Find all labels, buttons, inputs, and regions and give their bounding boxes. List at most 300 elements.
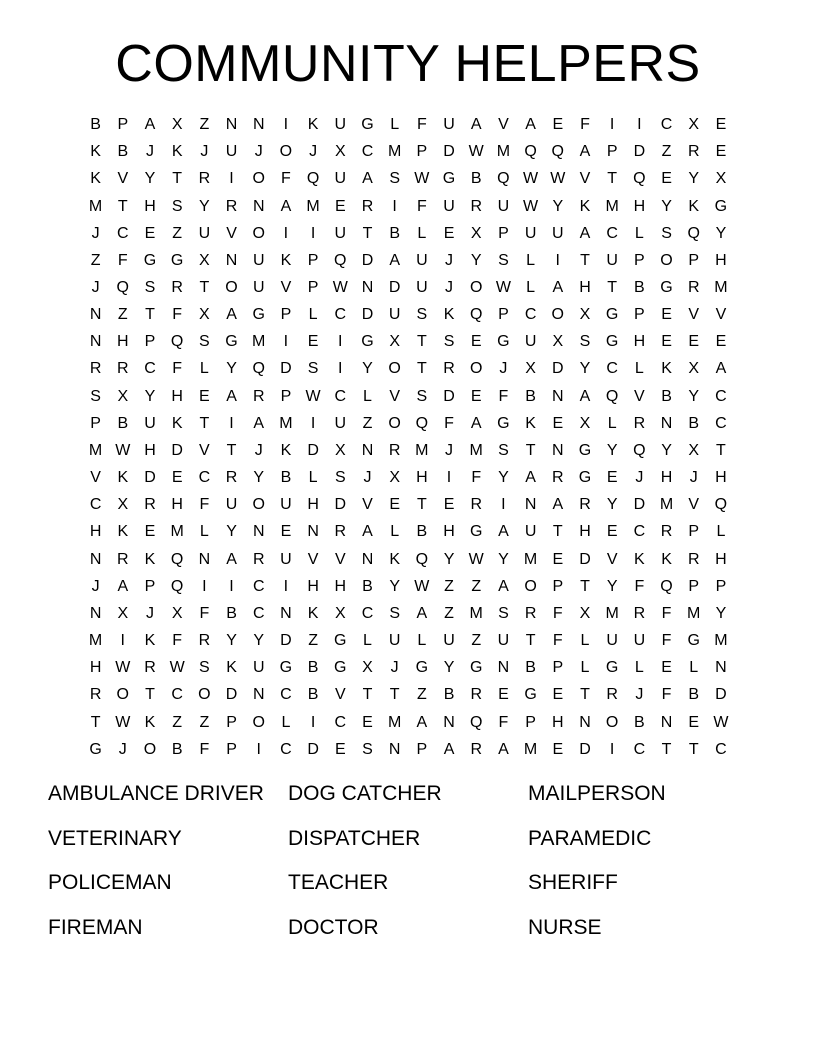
- grid-letter: O: [116, 686, 129, 704]
- grid-letter: N: [443, 713, 455, 731]
- grid-letter: J: [91, 279, 100, 297]
- grid-letter: B: [416, 523, 428, 541]
- grid-letter: D: [361, 306, 374, 324]
- grid-letter: B: [226, 604, 237, 622]
- grid-letter: J: [254, 441, 263, 459]
- grid-letter: C: [524, 306, 537, 324]
- grid-letter: W: [115, 659, 131, 677]
- grid-letter: E: [688, 713, 700, 731]
- grid-letter: V: [334, 550, 346, 568]
- grid-letter: U: [497, 632, 510, 650]
- grid-letter: R: [660, 523, 673, 541]
- grid-letter: Y: [443, 659, 455, 677]
- grid-letter: X: [334, 604, 346, 622]
- grid-letter: B: [470, 170, 482, 188]
- grid-letter: P: [634, 251, 645, 269]
- grid-letter: N: [252, 523, 265, 541]
- grid-letter: X: [171, 116, 183, 134]
- grid-letter: Y: [362, 360, 373, 378]
- grid-letter: Z: [172, 224, 183, 242]
- grid-letter: Y: [226, 632, 237, 650]
- grid-letter: T: [145, 306, 155, 324]
- grid-letter: S: [307, 360, 319, 378]
- grid-letter: D: [579, 550, 591, 568]
- grid-letter: J: [145, 604, 154, 622]
- grid-letter: S: [389, 170, 400, 188]
- grid-letter: K: [389, 550, 400, 568]
- grid-letter: S: [498, 604, 509, 622]
- grid-letter: J: [91, 224, 100, 242]
- grid-letter: R: [687, 550, 700, 568]
- grid-letter: R: [579, 496, 591, 514]
- grid-letter: O: [551, 306, 564, 324]
- grid-letter: V: [634, 387, 645, 405]
- grid-letter: M: [714, 279, 728, 297]
- grid-letter: Z: [416, 686, 427, 704]
- grid-letter: R: [334, 523, 347, 541]
- grid-letter: V: [362, 496, 373, 514]
- grid-letter: P: [226, 713, 237, 731]
- grid-letter: T: [607, 279, 618, 297]
- grid-letter: A: [470, 116, 482, 134]
- grid-letter: F: [199, 740, 210, 758]
- grid-letter: R: [225, 469, 238, 487]
- grid-letter: U: [416, 251, 428, 269]
- grid-row: [82, 654, 735, 681]
- word-bank-item: POLICEMAN: [48, 871, 172, 894]
- grid-letter: R: [89, 360, 102, 378]
- grid-letter: N: [252, 116, 265, 134]
- grid-letter: D: [361, 251, 374, 269]
- grid-letter: H: [171, 496, 183, 514]
- grid-letter: E: [715, 333, 727, 351]
- grid-letter: X: [199, 306, 210, 324]
- grid-letter: R: [470, 197, 482, 215]
- grid-letter: R: [388, 441, 401, 459]
- grid-letter: O: [225, 279, 238, 297]
- grid-letter: U: [334, 170, 347, 188]
- grid-letter: A: [280, 197, 292, 215]
- grid-row: [82, 111, 735, 138]
- grid-letter: T: [172, 170, 183, 188]
- grid-letter: K: [90, 170, 101, 188]
- grid-letter: V: [498, 116, 509, 134]
- grid-letter: T: [226, 441, 237, 459]
- grid-row: [82, 383, 735, 410]
- grid-letter: N: [552, 387, 564, 405]
- grid-letter: R: [633, 414, 646, 432]
- grid-letter: Z: [199, 116, 210, 134]
- grid-letter: X: [525, 360, 536, 378]
- grid-letter: V: [606, 550, 618, 568]
- grid-letter: B: [280, 469, 292, 487]
- grid-letter: T: [525, 632, 536, 650]
- grid-letter: Z: [117, 306, 128, 324]
- grid-letter: Z: [471, 577, 482, 595]
- grid-letter: A: [226, 387, 237, 405]
- grid-letter: L: [199, 523, 209, 541]
- grid-letter: A: [552, 279, 564, 297]
- grid-letter: Q: [605, 387, 619, 405]
- grid-letter: F: [498, 387, 509, 405]
- grid-letter: I: [310, 414, 316, 432]
- grid-letter: L: [417, 632, 427, 650]
- grid-row: [82, 192, 735, 219]
- grid-letter: N: [225, 251, 238, 269]
- grid-letter: S: [579, 333, 591, 351]
- grid-letter: Z: [362, 414, 373, 432]
- grid-letter: G: [497, 414, 510, 432]
- grid-row: [82, 301, 735, 328]
- grid-letter: H: [552, 713, 564, 731]
- grid-letter: A: [579, 143, 591, 161]
- grid-letter: A: [498, 740, 509, 758]
- grid-letter: Y: [226, 360, 237, 378]
- grid-letter: F: [580, 116, 590, 134]
- grid-letter: P: [688, 577, 700, 595]
- grid-letter: K: [117, 523, 129, 541]
- grid-letter: T: [716, 441, 726, 459]
- grid-letter: J: [445, 441, 454, 459]
- grid-letter: A: [443, 740, 455, 758]
- grid-letter: A: [144, 116, 156, 134]
- grid-letter: N: [579, 713, 591, 731]
- grid-letter: R: [470, 740, 482, 758]
- grid-letter: L: [580, 659, 590, 677]
- grid-letter: Z: [444, 604, 454, 622]
- grid-letter: H: [660, 469, 673, 487]
- grid-letter: R: [470, 686, 482, 704]
- grid-letter: E: [606, 469, 618, 487]
- grid-letter: N: [280, 604, 292, 622]
- grid-letter: W: [332, 279, 348, 297]
- grid-letter: V: [389, 387, 400, 405]
- grid-letter: C: [606, 360, 618, 378]
- grid-letter: E: [470, 333, 482, 351]
- grid-letter: G: [714, 197, 728, 215]
- grid-letter: E: [171, 469, 183, 487]
- grid-letter: S: [416, 306, 428, 324]
- grid-letter: I: [283, 333, 289, 351]
- grid-letter: W: [468, 143, 484, 161]
- grid-letter: K: [226, 659, 237, 677]
- grid-letter: H: [715, 251, 727, 269]
- grid-letter: A: [579, 387, 591, 405]
- word-bank-item: DOG CATCHER: [288, 782, 442, 805]
- grid-letter: U: [524, 224, 537, 242]
- grid-letter: E: [715, 143, 727, 161]
- grid-letter: C: [715, 387, 727, 405]
- grid-letter: I: [256, 740, 261, 758]
- grid-letter: I: [202, 577, 207, 595]
- grid-letter: H: [89, 659, 102, 677]
- grid-letter: B: [362, 577, 373, 595]
- grid-row: [82, 328, 735, 355]
- grid-row: [82, 627, 735, 654]
- grid-letter: Y: [470, 251, 482, 269]
- grid-letter: A: [579, 224, 591, 242]
- grid-letter: L: [634, 360, 644, 378]
- grid-letter: Q: [714, 496, 728, 514]
- grid-letter: B: [117, 414, 129, 432]
- grid-row: [82, 410, 735, 437]
- grid-letter: G: [442, 170, 456, 188]
- grid-letter: S: [416, 387, 428, 405]
- grid-letter: T: [552, 523, 563, 541]
- grid-letter: I: [229, 414, 234, 432]
- grid-letter: I: [338, 360, 343, 378]
- grid-letter: L: [363, 632, 372, 650]
- grid-letter: L: [363, 387, 372, 405]
- grid-letter: C: [633, 523, 646, 541]
- grid-letter: Q: [469, 306, 483, 324]
- grid-letter: O: [252, 170, 265, 188]
- grid-letter: F: [661, 686, 672, 704]
- grid-letter: K: [144, 550, 156, 568]
- grid-letter: N: [198, 550, 211, 568]
- grid-letter: T: [416, 333, 427, 351]
- grid-letter: P: [307, 279, 319, 297]
- grid-letter: F: [172, 360, 183, 378]
- grid-letter: S: [362, 740, 373, 758]
- grid-letter: M: [523, 550, 538, 568]
- grid-letter: H: [633, 197, 646, 215]
- grid-letter: T: [145, 686, 155, 704]
- grid-letter: W: [115, 441, 131, 459]
- grid-letter: V: [715, 306, 727, 324]
- grid-letter: U: [606, 251, 618, 269]
- grid-letter: B: [117, 143, 129, 161]
- grid-letter: O: [198, 686, 211, 704]
- grid-letter: W: [414, 577, 430, 595]
- grid-letter: W: [169, 659, 185, 677]
- grid-letter: P: [144, 577, 156, 595]
- grid-letter: S: [171, 197, 183, 215]
- grid-letter: L: [526, 251, 536, 269]
- grid-letter: G: [361, 333, 374, 351]
- word-bank-item: DOCTOR: [288, 915, 379, 939]
- grid-letter: R: [687, 279, 700, 297]
- grid-letter: Y: [253, 469, 265, 487]
- grid-letter: E: [443, 224, 455, 242]
- grid-letter: H: [579, 523, 591, 541]
- grid-letter: E: [144, 523, 156, 541]
- grid-letter: C: [144, 360, 156, 378]
- grid-row: [82, 355, 735, 382]
- grid-letter: T: [525, 441, 536, 459]
- grid-letter: V: [226, 224, 237, 242]
- grid-letter: J: [145, 143, 154, 161]
- grid-letter: J: [200, 143, 209, 161]
- grid-letter: H: [579, 279, 591, 297]
- grid-letter: C: [361, 604, 374, 622]
- grid-letter: F: [172, 306, 183, 324]
- grid-letter: T: [362, 224, 373, 242]
- grid-letter: X: [389, 469, 400, 487]
- grid-letter: M: [687, 604, 701, 622]
- grid-letter: L: [634, 224, 644, 242]
- grid-row: [82, 546, 735, 573]
- grid-letter: J: [689, 469, 698, 487]
- grid-letter: G: [361, 116, 374, 134]
- grid-letter: C: [334, 713, 347, 731]
- grid-letter: Q: [551, 143, 564, 161]
- grid-letter: S: [144, 279, 156, 297]
- grid-letter: I: [338, 333, 343, 351]
- grid-letter: N: [89, 604, 102, 622]
- grid-letter: N: [89, 550, 102, 568]
- grid-letter: K: [525, 414, 536, 432]
- grid-letter: N: [524, 496, 537, 514]
- grid-letter: F: [634, 577, 645, 595]
- grid-letter: R: [361, 197, 374, 215]
- grid-letter: G: [415, 659, 429, 677]
- grid-letter: I: [310, 224, 316, 242]
- grid-letter: R: [443, 360, 455, 378]
- grid-letter: Q: [334, 251, 347, 269]
- grid-letter: E: [552, 686, 564, 704]
- grid-letter: S: [199, 659, 210, 677]
- grid-letter: G: [605, 333, 619, 351]
- grid-letter: M: [496, 143, 511, 161]
- grid-letter: E: [715, 116, 727, 134]
- grid-letter: E: [334, 197, 346, 215]
- grid-letter: D: [307, 740, 319, 758]
- grid-letter: M: [605, 197, 619, 215]
- grid-letter: P: [416, 740, 428, 758]
- grid-letter: F: [444, 414, 454, 432]
- grid-letter: R: [606, 686, 618, 704]
- grid-letter: N: [715, 659, 727, 677]
- grid-letter: U: [225, 143, 238, 161]
- grid-letter: I: [501, 496, 506, 514]
- grid-letter: B: [634, 713, 645, 731]
- grid-letter: L: [281, 713, 291, 731]
- grid-letter: B: [307, 659, 319, 677]
- grid-letter: T: [580, 686, 590, 704]
- grid-letter: C: [252, 577, 265, 595]
- grid-letter: G: [497, 333, 510, 351]
- grid-letter: I: [609, 740, 615, 758]
- grid-letter: D: [280, 360, 292, 378]
- grid-letter: Q: [633, 441, 646, 459]
- grid-letter: B: [688, 686, 700, 704]
- grid-letter: R: [117, 360, 129, 378]
- grid-letter: W: [414, 170, 430, 188]
- grid-letter: X: [117, 604, 129, 622]
- grid-letter: X: [117, 387, 129, 405]
- grid-letter: T: [661, 740, 672, 758]
- grid-letter: L: [199, 360, 209, 378]
- grid-letter: V: [688, 496, 700, 514]
- grid-letter: U: [524, 523, 537, 541]
- grid-row: [82, 247, 735, 274]
- grid-letter: X: [389, 333, 400, 351]
- grid-letter: R: [117, 550, 129, 568]
- grid-letter: Y: [498, 469, 509, 487]
- grid-letter: U: [225, 496, 238, 514]
- grid-letter: C: [89, 496, 102, 514]
- grid-letter: U: [252, 251, 265, 269]
- grid-letter: Y: [443, 550, 455, 568]
- grid-letter: X: [334, 143, 346, 161]
- grid-letter: K: [579, 197, 591, 215]
- grid-letter: E: [661, 306, 672, 324]
- grid-letter: K: [661, 360, 672, 378]
- word-bank-item: VETERINARY: [48, 826, 182, 850]
- grid-letter: D: [633, 496, 646, 514]
- grid-letter: P: [552, 577, 564, 595]
- grid-letter: L: [390, 523, 400, 541]
- grid-letter: Y: [144, 170, 156, 188]
- word-bank-item: MAILPERSON: [528, 782, 666, 805]
- grid-letter: N: [660, 414, 673, 432]
- grid-letter: S: [498, 441, 509, 459]
- grid-letter: C: [334, 387, 347, 405]
- grid-letter: I: [283, 116, 289, 134]
- grid-letter: T: [688, 740, 699, 758]
- grid-letter: E: [307, 333, 319, 351]
- grid-letter: F: [117, 251, 128, 269]
- grid-letter: L: [580, 632, 590, 650]
- grid-letter: K: [280, 251, 292, 269]
- grid-letter: E: [661, 170, 672, 188]
- grid-letter: K: [90, 143, 101, 161]
- grid-letter: G: [605, 306, 619, 324]
- grid-letter: Y: [606, 577, 618, 595]
- grid-letter: Q: [524, 143, 537, 161]
- grid-letter: Y: [144, 387, 156, 405]
- grid-letter: G: [334, 632, 347, 650]
- grid-letter: P: [226, 740, 237, 758]
- grid-letter: F: [552, 604, 563, 622]
- word-bank-item: PARAMEDIC: [528, 826, 652, 850]
- grid-letter: Z: [444, 577, 454, 595]
- grid-letter: Y: [579, 360, 591, 378]
- grid-letter: P: [552, 659, 564, 677]
- grid-letter: K: [144, 713, 156, 731]
- grid-row: [82, 518, 735, 545]
- grid-letter: A: [226, 306, 237, 324]
- grid-letter: K: [307, 116, 319, 134]
- grid-letter: M: [659, 496, 674, 514]
- grid-letter: K: [144, 632, 156, 650]
- grid-letter: E: [552, 116, 564, 134]
- grid-letter: G: [469, 659, 483, 677]
- grid-letter: K: [661, 550, 672, 568]
- grid-letter: A: [362, 523, 373, 541]
- grid-letter: E: [334, 740, 346, 758]
- grid-letter: W: [495, 279, 511, 297]
- grid-letter: T: [607, 170, 618, 188]
- grid-letter: R: [524, 604, 537, 622]
- grid-letter: L: [716, 523, 726, 541]
- grid-letter: M: [469, 441, 483, 459]
- grid-letter: J: [390, 659, 399, 677]
- grid-letter: B: [389, 224, 400, 242]
- grid-letter: P: [688, 523, 700, 541]
- grid-letter: A: [389, 251, 400, 269]
- grid-letter: U: [334, 116, 347, 134]
- grid-letter: G: [143, 251, 157, 269]
- grid-letter: Q: [469, 713, 483, 731]
- grid-letter: R: [171, 279, 183, 297]
- grid-letter: O: [252, 496, 265, 514]
- grid-letter: D: [280, 632, 292, 650]
- grid-row: [82, 274, 735, 301]
- grid-letter: H: [715, 469, 727, 487]
- grid-letter: Q: [497, 170, 510, 188]
